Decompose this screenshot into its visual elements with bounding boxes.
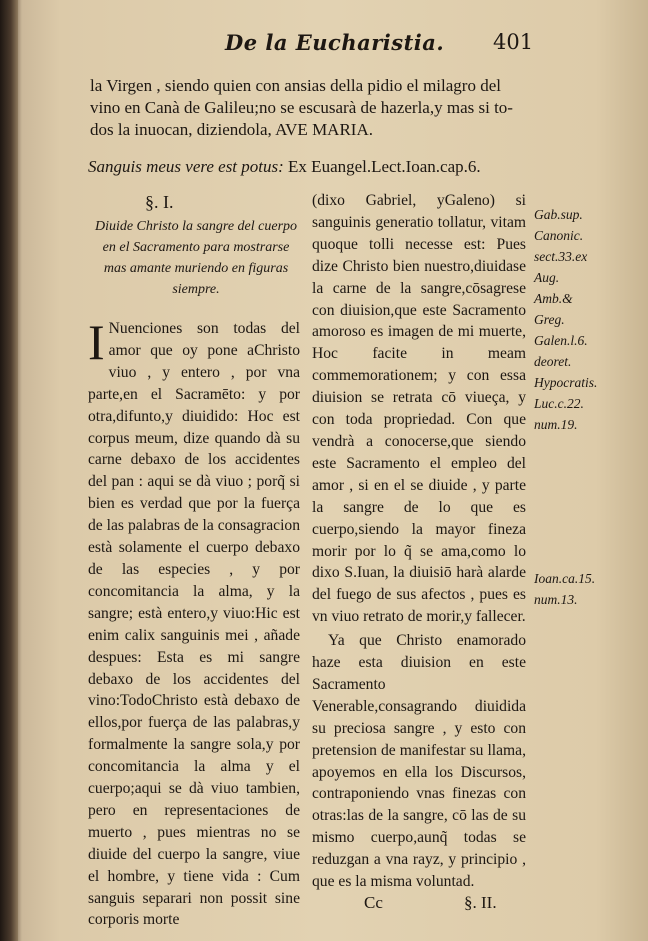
scripture-latin: Sanguis meus vere est potus: <box>88 157 284 176</box>
margin-note-line: Amb.& <box>534 291 573 306</box>
margin-note-line: Aug. <box>534 270 560 285</box>
margin-note-line: num.19. <box>534 417 578 432</box>
intro-line: vino en Canà de Galileu;no se escusarà de hazerla,y mas si to- <box>90 98 513 117</box>
page-number: 401 <box>493 30 534 54</box>
margin-note-line: Hypocratis. <box>534 375 598 390</box>
margin-note-gabriel <box>534 204 634 435</box>
right-column-paragraph-text: Ya que Christo enamorado haze esta diuision en este Sacramento Venerable,consagrando diuidida su preciosa sangre , y esto con pretension de manifestar su llama, apoyemos en ella los Discursos, contraponiendo vnas finezas con otras:las de la sangre, cō las de su mismo cuerpo,aunq̃ todas se reduzgan a vna rayz, y principio , que es la misma voluntad. <box>312 632 526 891</box>
catchword: §. II. <box>464 893 497 912</box>
margin-note-line: Luc.c.22. <box>534 396 584 411</box>
left-column-text: Nuenciones son todas del amor que oy pone aChristo viuo , y entero , por vna parte,en el Sacramēto: y por otra,difunto,y diuidido: Hoc est corpus meum, dize quando dà su carne debaxo de los accidentes del pan : aqui se dà viuo ; porq̃ si bien es verdad que por la fuerça de las palabras de la consagracion està solamente el cuerpo debaxo de las especies , y por concomitancia la alma, y la sangre; està entero,y viuo:Hic est enim calix sanguinis mei , añade despues: Esta es mi sangre debaxo de los accidentes del vino:TodoChristo està debaxo de ellos,por fuerça de las palabras,y formalmente la sangre sola,y por concomitancia la alma y el cuerpo;aqui se dà viuo tambien, pero en representaciones de muerto , pues mientras no se diuide del cuerpo la sangre, viue el hombre, y tiene vida : Cum sanguis separari non possit sine corporis morte <box>88 320 300 929</box>
margin-note-line: Greg. <box>534 312 565 327</box>
right-column <box>312 190 526 893</box>
margin-note-ioan <box>534 568 634 610</box>
margin-note-line: deoret. <box>534 354 572 369</box>
left-column <box>88 314 300 931</box>
right-column-paragraph: (dixo Gabriel, yGaleno) si sanguinis generatio tollatur, vitam quoque tolli necesse est: Pues dize Christo bien nuestro,diuidase la carne de la sangre,cōsagrese con diuision,que este Sacramento amoroso es imagen de mi muerte, Hoc facite in meam commemorationem; y con essa diuision se retrata cō viueça, y con toda propriedad. Con que vendrà a conocerse,que siendo este Sacramento el empleo del amor , si en el se diuide , y parte la sangre de lo que es cuerpo,siendo la mayor fineza morir por lo q̃ se ama,como lo dixo S.Iuan, la diuisiō harà alarde del fuego de sus afectos , pues es vn viuo retrato de morir,y fallecer. <box>312 192 526 626</box>
margin-note-line: sect.33.ex <box>534 249 588 264</box>
scripture-citation <box>88 157 481 177</box>
margin-note-line: Galen.l.6. <box>534 333 588 348</box>
margin-note-line: num.13. <box>534 592 578 607</box>
margin-note-line: Canonic. <box>534 228 584 243</box>
book-spine <box>0 0 18 941</box>
intro-line: la Virgen , siendo quien con ansias della pidio el milagro del <box>90 76 501 95</box>
margin-note-line: Ioan.ca.15. <box>534 571 596 586</box>
right-column-paragraph <box>312 630 526 893</box>
section-summary: Diuide Christo la sangre del cuerpo en el Sacramento para mostrarse mas amante muriendo en figuras siempre. <box>94 219 298 297</box>
drop-capital: I <box>88 314 105 370</box>
scripture-reference: Ex Euangel.Lect.Ioan.cap.6. <box>283 157 481 176</box>
intro-line: dos la inuocan, diziendola, AVE MARIA. <box>90 120 373 139</box>
signature-mark: Cc <box>364 893 383 912</box>
section-heading: §. I. <box>145 192 174 212</box>
margin-note-line: Gab.sup. <box>534 207 583 222</box>
running-head: De la Eucharistia. <box>225 30 445 55</box>
